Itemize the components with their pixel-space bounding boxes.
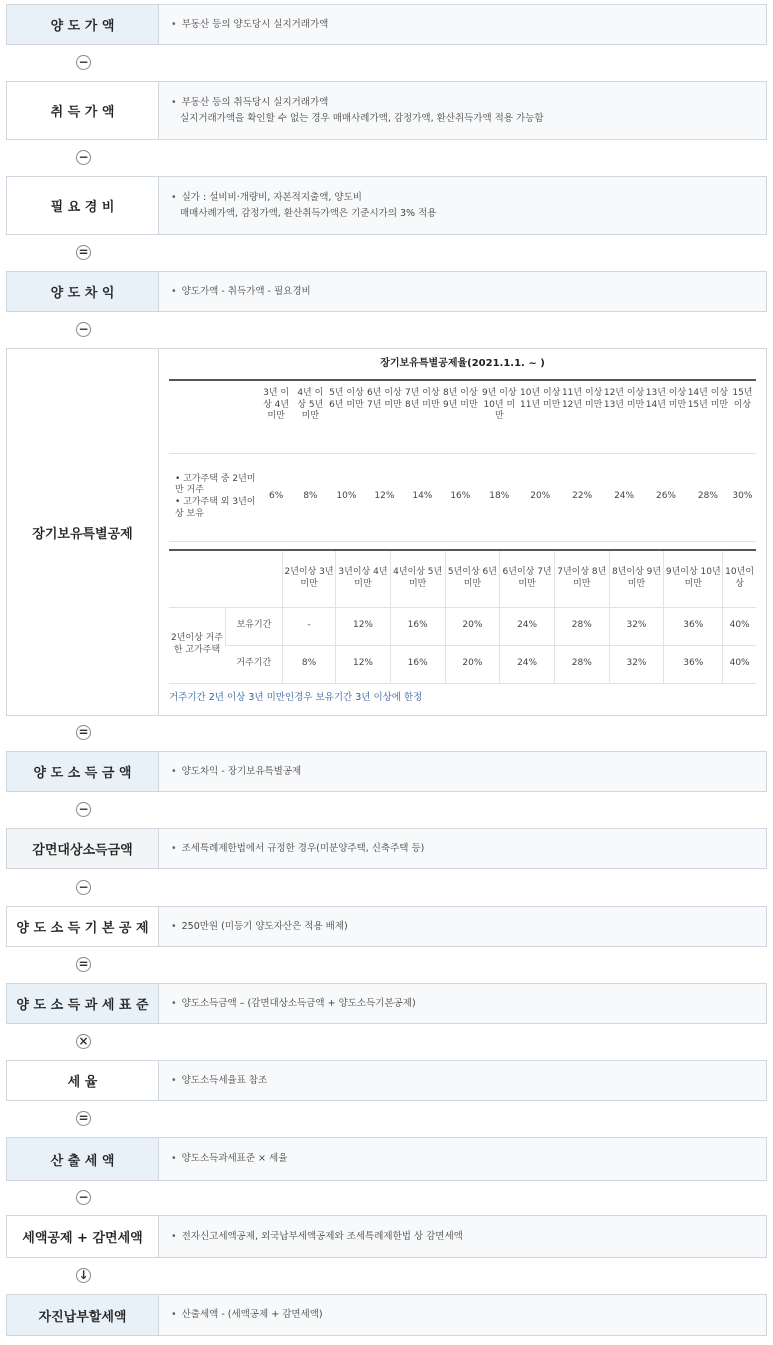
row-desc: • 부동산 등의 양도당시 실지거래가액: [171, 17, 754, 32]
row-exempt-income: [6, 828, 767, 869]
table-cell: 36%: [664, 645, 723, 683]
table-cell: 20%: [519, 453, 561, 541]
row-desc: • 양도소득세율표 참조: [171, 1073, 754, 1088]
table-header: 4년 이상 5년 미만: [293, 381, 327, 453]
row-desc: • 부동산 등의 취득당시 실지거래가액: [171, 95, 754, 110]
table-cell: 12%: [336, 607, 391, 645]
table-cell: 18%: [479, 453, 519, 541]
table-cell: 16%: [390, 607, 445, 645]
row-desc: • 전자신고세액공제, 외국납부세액공제와 조세특례제한법 상 감면세액: [171, 1229, 754, 1244]
table-row-label: 보유기간: [226, 607, 283, 645]
table-cell: 30%: [729, 453, 756, 541]
table-header: 4년이상 5년미만: [390, 550, 445, 608]
table-header: 3년 이상 4년 미만: [259, 381, 293, 453]
row-acquisition-price: [6, 81, 767, 140]
table-cell: 24%: [603, 453, 645, 541]
row-desc: • 조세특례제한법에서 규정한 경우(미분양주택, 신축주택 등): [171, 841, 754, 856]
table-header: 8년 이상 9년 미만: [441, 381, 479, 453]
equals-icon: =: [76, 1111, 91, 1126]
table-header: 3년이상 4년미만: [336, 550, 391, 608]
row-label: 자진납부할세액: [7, 1295, 159, 1335]
table-header: 6년이상 7년미만: [500, 550, 555, 608]
table-header: 7년 이상 8년 미만: [403, 381, 441, 453]
table-cell: 24%: [500, 607, 555, 645]
table-cell: 22%: [561, 453, 603, 541]
residence-deduction-table: [169, 549, 756, 684]
table-header: 14년 이상 15년 미만: [687, 381, 729, 453]
row-label: 세액공제 + 감면세액: [7, 1216, 159, 1257]
table-header: 13년 이상 14년 미만: [645, 381, 687, 453]
row-label: 취 득 가 액: [7, 82, 159, 139]
row-tax-rate: [6, 1060, 767, 1101]
table-header: 2년이상 3년미만: [283, 550, 336, 608]
table-cell: 26%: [645, 453, 687, 541]
row-label: 필 요 경 비: [7, 177, 159, 234]
row-calculated-tax: [6, 1137, 767, 1181]
table-header: 6년 이상 7년 미만: [365, 381, 403, 453]
table-cell: 12%: [365, 453, 403, 541]
row-tax-base: [6, 983, 767, 1024]
row-payable-tax: [6, 1294, 767, 1336]
row-desc-sub: 매매사례가액, 감정가액, 환산취득가액은 기준시가의 3% 적용: [180, 207, 437, 219]
minus-icon: −: [76, 1190, 91, 1205]
minus-icon: −: [76, 802, 91, 817]
table-note: 거주기간 2년 이상 3년 미만인경우 보유기간 3년 이상에 한정: [169, 691, 423, 703]
table-cell: 40%: [723, 607, 756, 645]
row-desc: • 양도소득과세표준 × 세율: [171, 1151, 754, 1166]
table-cell: 16%: [390, 645, 445, 683]
table-cell: 36%: [664, 607, 723, 645]
row-transfer-gain: [6, 271, 767, 312]
equals-icon: =: [76, 725, 91, 740]
table-header: 7년이상 8년미만: [554, 550, 609, 608]
equals-icon: =: [76, 957, 91, 972]
row-label: 양 도 소 득 과 세 표 준: [7, 984, 159, 1023]
table-group-label: 2년이상 거주한 고가주택: [169, 607, 226, 683]
row-necessary-expenses: [6, 176, 767, 235]
minus-icon: −: [76, 322, 91, 337]
table-cell: 24%: [500, 645, 555, 683]
row-desc-sub: 실지거래가액을 확인할 수 없는 경우 매매사례가액, 감정가액, 환산취득가액 적용 가능함: [180, 112, 544, 124]
table-cell: 28%: [554, 645, 609, 683]
table-header: 12년 이상 13년 미만: [603, 381, 645, 453]
table-header: 8년이상 9년미만: [609, 550, 664, 608]
table-header: 11년 이상 12년 미만: [561, 381, 603, 453]
table-header: 15년 이상: [729, 381, 756, 453]
table-row-label: 거주기간: [226, 645, 283, 683]
deduction-rate-table: [169, 381, 756, 542]
row-desc: • 실가 : 설비비·개량비, 자본적지출액, 양도비: [171, 190, 754, 205]
row-transfer-income: [6, 751, 767, 792]
table-cell: 14%: [403, 453, 441, 541]
row-long-term-deduction: [6, 348, 767, 716]
table-cell: 28%: [687, 453, 729, 541]
row-desc: • 양도가액 - 취득가액 - 필요경비: [171, 284, 754, 299]
row-desc: • 양도차익 - 장기보유특별공제: [171, 764, 754, 779]
row-label: 양 도 가 액: [7, 5, 159, 44]
table-header: 9년 이상 10년 미만: [479, 381, 519, 453]
minus-icon: −: [76, 55, 91, 70]
row-label: 세 율: [7, 1061, 159, 1100]
row-label: 감면대상소득금액: [7, 829, 159, 868]
table-cell: 16%: [441, 453, 479, 541]
table-cell: 20%: [445, 645, 500, 683]
minus-icon: −: [76, 880, 91, 895]
row-label: 산 출 세 액: [7, 1138, 159, 1180]
table-cell: 32%: [609, 607, 664, 645]
row-tax-credits: [6, 1215, 767, 1258]
table-cell: 40%: [723, 645, 756, 683]
equals-icon: =: [76, 245, 91, 260]
row-basic-deduction: [6, 906, 767, 947]
table-cell: -: [283, 607, 336, 645]
table-header: 10년 이상 11년 미만: [519, 381, 561, 453]
table-cell: 20%: [445, 607, 500, 645]
row-desc: • 250만원 (미등기 양도자산은 적용 배제): [171, 919, 754, 934]
table-cell: 28%: [554, 607, 609, 645]
table-cell: 8%: [283, 645, 336, 683]
arrow-down-icon: ↓: [76, 1268, 91, 1283]
row-label: 양 도 소 득 기 본 공 제: [7, 907, 159, 946]
row-desc: • 산출세액 - (세액공제 + 감면세액): [171, 1307, 754, 1322]
table-header: 5년이상 6년미만: [445, 550, 500, 608]
table-header: 5년 이상 6년 미만: [327, 381, 365, 453]
row-desc: • 양도소득금액 – (감면대상소득금액 + 양도소득기본공제): [171, 996, 754, 1011]
row-label: 장기보유특별공제: [7, 349, 159, 715]
row-label: 양 도 소 득 금 액: [7, 752, 159, 791]
table-row-label: • 고가주택 중 2년미만 거주 • 고가주택 외 3년이상 보유: [169, 453, 259, 541]
minus-icon: −: [76, 150, 91, 165]
multiply-icon: ×: [76, 1034, 91, 1049]
table-cell: 12%: [336, 645, 391, 683]
table-cell: 10%: [327, 453, 365, 541]
table-header: 10년이상: [723, 550, 756, 608]
table-header: 9년이상 10년미만: [664, 550, 723, 608]
table-cell: 8%: [293, 453, 327, 541]
table-cell: 6%: [259, 453, 293, 541]
row-transfer-price: [6, 4, 767, 45]
deduction-table-title: 장기보유특별공제율(2021.1.1. ~ ): [169, 349, 756, 381]
row-label: 양 도 차 익: [7, 272, 159, 311]
table-cell: 32%: [609, 645, 664, 683]
